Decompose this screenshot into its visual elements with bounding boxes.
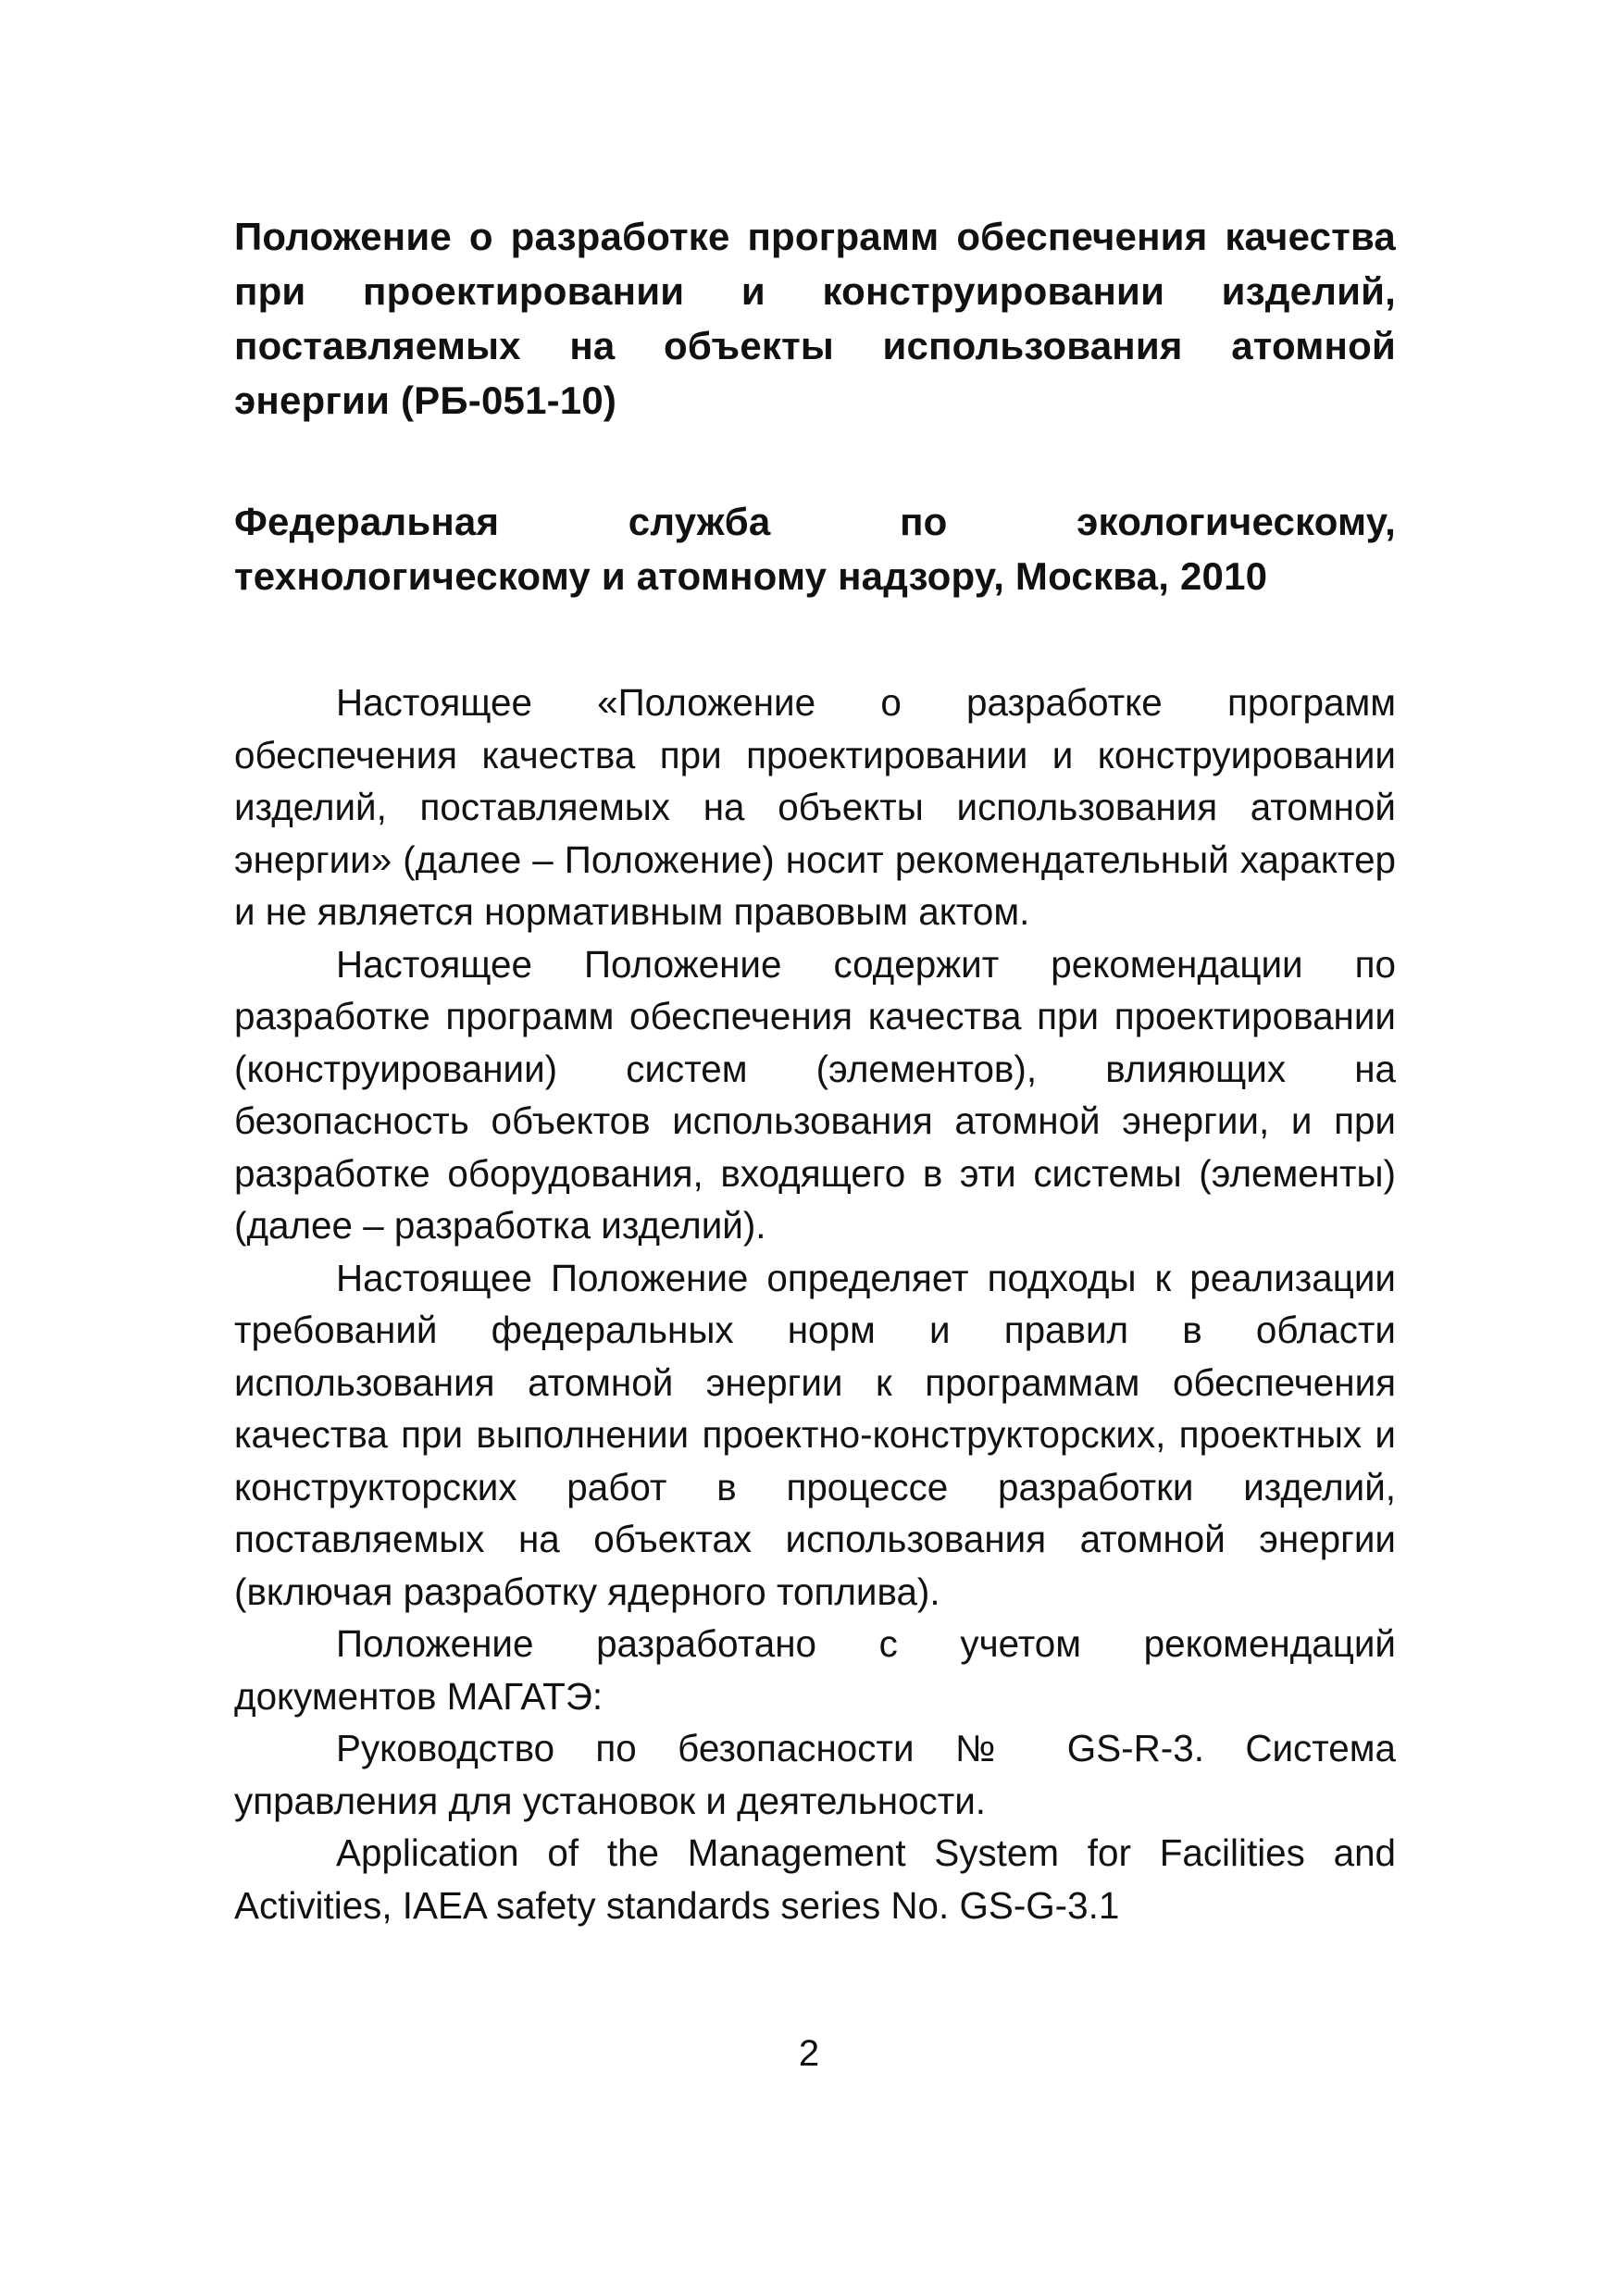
- page-number: 2: [798, 2033, 820, 2074]
- publisher-info: Федеральная служба по экологическому, технологическому и атомному надзору, Москва, 2010: [234, 500, 1396, 598]
- page-content: [234, 209, 1396, 1931]
- body-paragraph-scope: Настоящее Положение содержит рекомендации по разработке программ обеспечения качества при проектировании (конструировании) систем (элементов), влияющих на безопасность объектов использования атомной энергии, и при разработке оборудования, входящего в эти системы (элементы) (далее – разработка изделий).: [234, 942, 1396, 1247]
- body-paragraph-iaea-basis: Положение разработано с учетом рекомендаций документов МАГАТЭ:: [234, 1622, 1396, 1718]
- body-paragraph-status: Настоящее «Положение о разработке программ обеспечения качества при проектировании и конструировании изделий, поставляемых на объекты использования атомной энергии» (далее – Положение) носит рекомендательный характер и не является нормативным правовым актом.: [234, 681, 1396, 933]
- document-title: Положение о разработке программ обеспечения качества при проектировании и конструировании изделий, поставляемых на объекты использования атомной энергии (РБ-051-10): [234, 215, 1396, 422]
- body-paragraph-approach: Настоящее Положение определяет подходы к реализации требований федеральных норм и правил в области использования атомной энергии к программам обеспечения качества при выполнении проектно-конструкторских, проектных и конструкторских работ в процессе разработки изделий, поставляемых на объектах использования атомной энергии (включая разработку ядерного топлива).: [234, 1256, 1396, 1613]
- body-paragraph-gs-r-3: Руководство по безопасности № GS-R-3. Система управления для установок и деятельности.: [234, 1727, 1396, 1822]
- body-paragraph-gs-g-3-1: Application of the Management System for Facilities and Activities, IAEA safety standards series No. GS-G-3.1: [234, 1831, 1396, 1927]
